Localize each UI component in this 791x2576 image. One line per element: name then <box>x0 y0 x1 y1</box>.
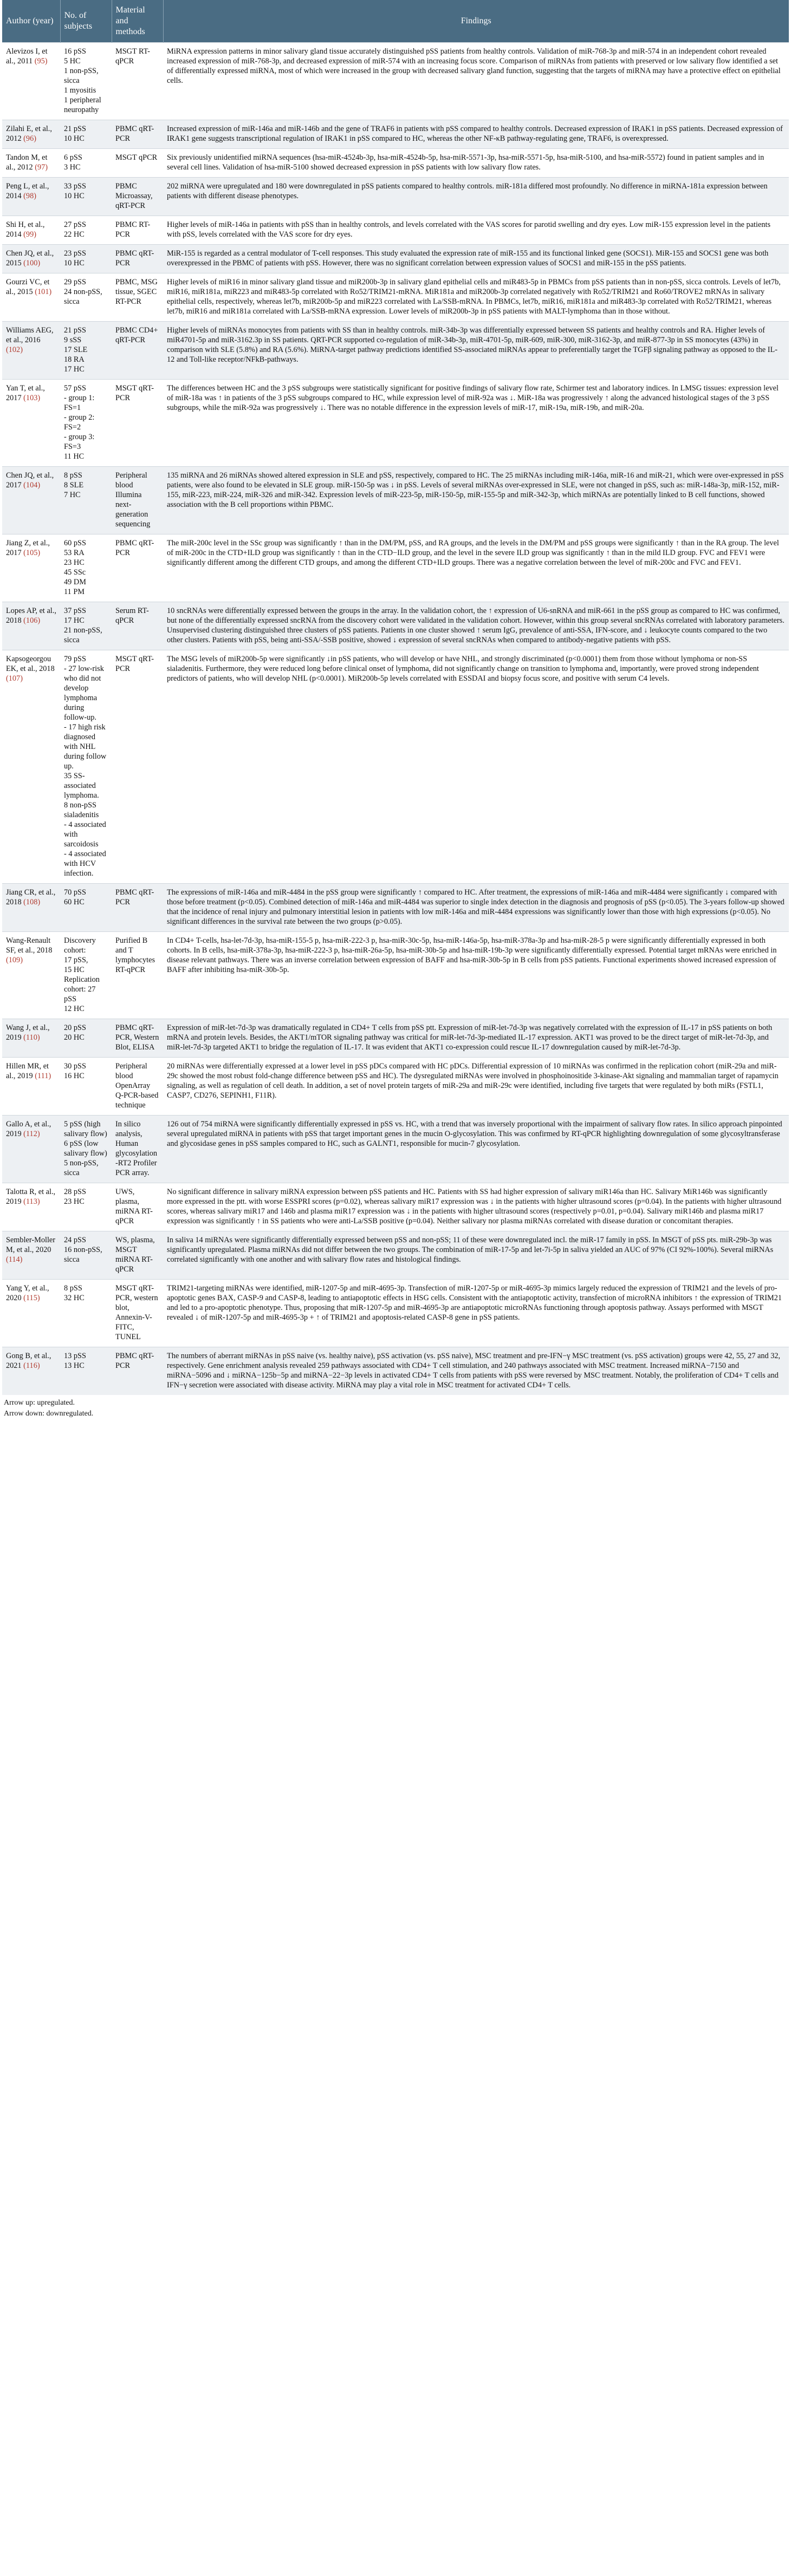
cell-findings: Expression of miR-let-7d-3p was dramatically regulated in CD4+ T cells from pSS ptt. Expression of miR-let-7d-3p was negatively correlated with the expression of IL-17 in pSS patients on both mRNA and protein levels. Besides, the AKT1/mTOR signaling pathway was critical for miR-let-7d-3p-mediated IL-17 expression. AKT1 was proved to be the direct target of miR-let-7d-3p, and miR-let-7d-3p targeted AKT1 to bridge the regulation of IL-17. It was evident that AKT1 co-expression could rescue IL-17 downregulation caused by miR-let-7d-3p. <box>163 1019 789 1058</box>
subject-group: 5 HC <box>64 57 81 66</box>
subject-group: 16 pSS <box>64 47 86 56</box>
table-row <box>2 216 789 245</box>
subject-group: 15 HC <box>64 966 85 974</box>
cell-author <box>2 149 60 178</box>
subject-group: 53 RA <box>64 549 85 557</box>
cell-methods: Purified B and T lymphocytes RT-qPCR <box>112 932 163 1019</box>
table-row <box>2 245 789 273</box>
cell-findings: MiR-155 is regarded as a central modulator of T-cell responses. This study evaluated the expression rate of miR-155 and its functional linked gene (SOCS1). MiR-155 and SOCS1 gene was both overexpressed in the PBMC of patients with pSS. However, there was no significant correlation between expression values of SOCS1 and miR-155 in the pSS patients. <box>163 245 789 273</box>
reference-link[interactable]: (108) <box>23 898 41 907</box>
subject-group: 8 pSS <box>64 471 82 480</box>
author-name: Wang J, et al., 2019 <box>6 1023 50 1042</box>
subject-group: - group 2: FS=2 <box>64 413 95 432</box>
cell-subjects <box>60 43 112 120</box>
author-name: Gallo A, et al., 2019 <box>6 1120 51 1138</box>
cell-author <box>2 43 60 120</box>
cell-findings: 10 sncRNAs were differentially expressed between the groups in the array. In the validation cohort, the ↑ expression of U6-snRNA and miR-661 in the pSS group as compared to HC was confirmed, but none of the differentially expressed sncRNA from the discovery cohort were validated in the validation cohort. However, within this group several sncRNAs correlated with laboratory parameters. Unsupervised clustering distinguished three clusters of pSS patients. Patients in one cluster showed ↑ serum IgG, prevalence of anti-SSA, IFN-score, and ↓ leukocyte counts compared to the two other clusters. Patients with pSS, being anti-SSA/-SSB positive, showed ↓ expression of several sncRNAs when compared to antibody-negative patients with pSS. <box>163 602 789 650</box>
subject-group: 60 pSS <box>64 539 86 547</box>
author-name: Gourzi VC, et al., 2015 <box>6 278 50 296</box>
reference-link[interactable]: (110) <box>23 1033 40 1042</box>
subject-group: 5 pSS (high salivary flow) <box>64 1120 107 1138</box>
cell-methods: MSGT RT-qPCR <box>112 43 163 120</box>
subject-group: 3 HC <box>64 163 81 172</box>
cell-subjects <box>60 1347 112 1395</box>
cell-methods: PBMC qRT-PCR <box>112 245 163 273</box>
reference-link[interactable]: (116) <box>23 1361 40 1370</box>
cell-findings: In saliva 14 miRNAs were significantly differentially expressed between pSS and non-pSS; 11 of these were downregulated incl. the miR-17 family in pSS. In MSGT of pSS pts. miR-29b-3p was significantly upregulated. Plasma miRNAs did not differ between the two groups. The combination of miR-17-5p and let-7i-5p in saliva yielded an AUC of 97% (CI 92%-100%). Several miRNAs correlated significantly with one another and with salivary flow rates and histological findings. <box>163 1231 789 1280</box>
cell-methods: MSGT qRT-PCR <box>112 380 163 467</box>
cell-findings: Six previously unidentified miRNA sequences (hsa-miR-4524b-3p, hsa-miR-4524b-5p, hsa-miR-5571-3p, hsa-miR-5571-5p, hsa-miR-5100, and hsa-miR-5572) found in patient samples and in several cell lines. Validation of hsa-miR-5100 showed decreased expression in pSS patients with low salivary flow rates. <box>163 149 789 178</box>
reference-link[interactable]: (104) <box>23 481 41 490</box>
subject-group: 30 pSS <box>64 1062 86 1071</box>
cell-author <box>2 380 60 467</box>
cell-author <box>2 884 60 932</box>
table-row <box>2 1231 789 1280</box>
cell-subjects <box>60 1019 112 1058</box>
cell-findings: Increased expression of miR-146a and miR-146b and the gene of TRAF6 in patients with pSS compared to healthy controls. Decreased expression of IRAK1 in pSS patients. Decreased expression of IRAK1 gene suggests transcriptional regulation of IRAK1 in pSS compared to HC, whereas the other NF-κB pathway-regulating gene, TRAF6, is overexpressed. <box>163 120 789 149</box>
header-findings: Findings <box>163 0 789 43</box>
reference-link[interactable]: (96) <box>23 134 36 143</box>
cell-subjects <box>60 1183 112 1231</box>
reference-link[interactable]: (112) <box>23 1130 40 1138</box>
subject-group: 57 pSS <box>64 384 86 393</box>
cell-methods: MSGT qRT-PCR <box>112 650 163 884</box>
subject-group: 1 non-pSS, sicca <box>64 67 99 85</box>
table-row <box>2 1058 789 1116</box>
table-row <box>2 1347 789 1395</box>
author-name: Gong B, et al., 2021 <box>6 1352 51 1370</box>
subject-group: 8 non-pSS sialadenitis <box>64 801 99 819</box>
author-name: Hillen MR, et al., 2019 <box>6 1062 49 1080</box>
reference-link[interactable]: (109) <box>6 956 23 964</box>
cell-subjects <box>60 178 112 216</box>
cell-methods: Serum RT-qPCR <box>112 602 163 650</box>
cell-methods: PBMC RT-PCR <box>112 216 163 245</box>
cell-methods: MSGT qPCR <box>112 149 163 178</box>
mirna-studies-table <box>2 0 789 1395</box>
reference-link[interactable]: (98) <box>23 192 36 200</box>
cell-subjects <box>60 216 112 245</box>
cell-findings: 202 miRNA were upregulated and 180 were downregulated in pSS patients compared to healthy controls. miR-181a differed most profoundly. No difference in miRNA-181a expression between patients with different disease phenotypes. <box>163 178 789 216</box>
subject-group: 12 HC <box>64 1005 85 1013</box>
subject-group: 1 peripheral neuropathy <box>64 96 101 114</box>
subject-group: 24 non-pSS, sicca <box>64 288 102 306</box>
subject-group: 20 pSS <box>64 1023 86 1032</box>
cell-subjects <box>60 149 112 178</box>
author-name: Tandon M, et al., 2012 <box>6 153 48 172</box>
reference-link[interactable]: (103) <box>23 394 41 402</box>
cell-findings: Higher levels of miR16 in minor salivary gland tissue and miR200b-3p in salivary gland epithelial cells and miR483-5p in PBMCs from pSS patients than in non-pSS, sicca controls. Levels of let7b, miR16, miR181a, miR223 and miR483-5p correlated with Ro52/TRIM21-mRNA. MiR181a and miR200b-3p correlated negatively with Ro52/TRIM21 and Ro60/TROVE2 mRNAs in salivary epithelial cells, respectively, whereas let7b, miR200b-5p and miR223 correlated with La/SSB-mRNA. In PBMCs, let7b, miR16, miR181a and miR483-3p correlated with Ro52/TRIM21, whereas let7b, miR16 and miR181a correlated with La/SSB-mRNA expression. Lower levels of miR200b-3p in pSS patients with MALT-lymphoma than in those without. <box>163 273 789 322</box>
cell-methods: PBMC Microassay, qRT-PCR <box>112 178 163 216</box>
cell-methods: Peripheral blood Illumina next-generation sequencing <box>112 467 163 534</box>
cell-subjects <box>60 1231 112 1280</box>
subject-group: 17 SLE <box>64 345 88 354</box>
cell-methods: PBMC qRT-PCR <box>112 534 163 602</box>
author-name: Williams AEG, et al., 2016 <box>6 326 54 344</box>
reference-link[interactable]: (101) <box>35 288 52 296</box>
subject-group: 79 pSS <box>64 655 86 663</box>
table-row <box>2 178 789 216</box>
author-name: Yang Y, et al., 2020 <box>6 1284 49 1302</box>
subject-group: 21 pSS <box>64 125 86 133</box>
author-name: Peng L, et al., 2014 <box>6 182 49 200</box>
cell-findings: The differences between HC and the 3 pSS subgroups were statistically significant for positive findings of salivary flow rate, Schirmer test and laboratory indices. In LMSG tissues: expression level of miR-18a was ↑ in patients of the 3 pSS subgroups compared to HC, while expression level of miR-92a was ↓. MiR-18a was progressively ↑ along the advanced histological stages of the 3 pSS subgroups, while the miR-92a was progressively ↓. There was no notable difference in the expression levels of miR-17, miR-19a, miR-19b, and miR-20a. <box>163 380 789 467</box>
cell-subjects <box>60 884 112 932</box>
cell-subjects <box>60 534 112 602</box>
subject-group: 6 pSS (low salivary flow) <box>64 1139 107 1158</box>
header-subjects: No. of subjects <box>60 0 112 43</box>
cell-findings: No significant difference in salivary miRNA expression between pSS patients and HC. Patients with SS had higher expression of salivary miR146a than HC. Salivary MiR146b was significantly more expressed in the ptt. with worse ESSPRI scores (p=0.02), whereas salivary miR17 expression was ↓ in the patients with higher ultrasound scores (p=0.04). In the patients with higher ultrasound scores, whereas salivary miR17 and 146b and plasma miR17 expression was ↓ in the patients with higher ultrasound scores (respectively p=0.01, p=0.04). Salivary miR146b and plasma miR17 expression was significantly ↑ in SS patients who were anti-La/SSB positive (p=0.04). Neither salivary nor plasma miRNAs correlated with disease duration or concomitant therapies. <box>163 1183 789 1231</box>
subject-group: 10 HC <box>64 259 85 268</box>
subject-group: 18 RA <box>64 355 85 364</box>
cell-methods: WS, plasma, MSGT miRNA RT-qPCR <box>112 1231 163 1280</box>
author-name: Alevizos I, et al., 2011 <box>6 47 48 66</box>
subject-group: 23 HC <box>64 1197 85 1206</box>
subject-group: 23 HC <box>64 558 85 567</box>
author-name: Chen JQ, et al., 2015 <box>6 249 54 268</box>
table-row <box>2 322 789 380</box>
cell-findings: In CD4+ T-cells, hsa-let-7d-3p, hsa-miR-155-5 p, hsa-miR-222-3 p, hsa-miR-30c-5p, hsa-miR-146a-5p, hsa-miR-378a-3p and hsa-miR-28-5 p were significantly differentially expressed in both cohorts. In B cells, hsa-miR-378a-3p, hsa-miR-222-3 p, hsa-miR-26a-5p, hsa-miR-30b-5p and hsa-miR-19b-3p were significantly differentially expressed. Potential target mRNAs were enriched in disease relevant pathways. There was an inverse correlation between expression of BAFF and hsa-miR-30b-5p in B cells from pSS patients. Functional experiments showed increased expression of BAFF after inhibiting hsa-miR-30b-5p. <box>163 932 789 1019</box>
header-methods: Material and methods <box>112 0 163 43</box>
cell-findings: 20 miRNAs were differentially expressed at a lower level in pSS pDCs compared with HC pDCs. Differential expression of 10 miRNAs was confirmed in the replication cohort (miR-29a and miR-29c showed the most robust fold-change difference between pSS and HC). The dysregulated miRNAs were involved in phosphoinositide 3-kinase-Akt signaling and mammalian target of rapamycin signaling, as well as regulation of cell death. In addition, a set of novel protein targets of miR-29a and miR-29c were identified, including five targets that were regulated by both miRs (FSTL1, CASP7, CD276, SEPINH1, F11R). <box>163 1058 789 1116</box>
table-body <box>2 43 789 1395</box>
table-row <box>2 1280 789 1347</box>
subject-group: 13 pSS <box>64 1352 86 1360</box>
table-row <box>2 1183 789 1231</box>
reference-link[interactable]: (107) <box>6 674 23 683</box>
cell-methods: PBMC, MSG tissue, SGEC RT-PCR <box>112 273 163 322</box>
cell-findings: The expressions of miR-146a and miR-4484 in the pSS group were significantly ↑ compared to HC. After treatment, the expressions of miR-146a and miR-4484 were significantly ↓ compared with those before treatment (p<0.05). Combined detection of miR-146a and miR-4484 was superior to single index detection in the diagnosis and prognosis of pSS (p<0.05). The 3-years follow-up showed that the incidence of renal injury and pulmonary interstitial lesion in patients with low miR-146a and miR-4484 expressions was significantly lower than those with high expressions (p<0.05). No significant differences in the survival rate between the two groups (p>0.05). <box>163 884 789 932</box>
subject-group: 27 pSS <box>64 220 86 229</box>
cell-methods: PBMC qRT-PCR <box>112 120 163 149</box>
subject-group: 37 pSS <box>64 606 86 615</box>
subject-group: 11 HC <box>64 452 85 461</box>
cell-methods: PBMC CD4+ qRT-PCR <box>112 322 163 380</box>
cell-findings: 135 miRNA and 26 miRNAs showed altered expression in SLE and pSS, respectively, compared to HC. The 25 miRNAs including miR-146a, miR-16 and miR-21, which were over-expressed in pSS patients, were also found to be elevated in SLE group. miR-150-5p was ↓ in pSS. Levels of several miRNAs over-expressed in SLE, were not changed in pSS, such as: miR-148a-3p, miR-152, miR-155, miR-223, miR-224, miR-326 and miR-342. Expression levels of miR-223-5p, miR-150-5p, miR-155-5p and miR-342-3p, which miRNAs are potentially linked to B cell functions, showed association with the B cell proportions within PBMC. <box>163 467 789 534</box>
subject-group: 28 pSS <box>64 1188 86 1196</box>
subject-group: 17 HC <box>64 616 85 625</box>
cell-author <box>2 1019 60 1058</box>
subject-group: Replication cohort: 27 pSS <box>64 975 100 1003</box>
cell-author <box>2 1183 60 1231</box>
subject-group: - 4 associated with sarcoidosis <box>64 820 106 849</box>
reference-link[interactable]: (111) <box>35 1072 51 1080</box>
subject-group: 22 HC <box>64 230 85 239</box>
reference-link[interactable]: (115) <box>23 1294 40 1302</box>
subject-group: 70 pSS <box>64 888 86 897</box>
cell-findings: The miR-200c level in the SSc group was significantly ↑ than in the DM/PM, pSS, and RA groups, and the levels in the DM/PM and pSS groups were significantly ↑ than in the RA group. The level of miR-200c in the CTD+ILD group was significantly ↑ than in the CTD−ILD group, and the level in the severe ILD group was significantly ↑ than in the mild ILD group. FVC and FEV1 were significantly different among the different CTD groups, and among the different CTD+ILD groups. There was a negative correlation between the level of miR-200c and FVC and FEV1. <box>163 534 789 602</box>
cell-author <box>2 602 60 650</box>
cell-subjects <box>60 932 112 1019</box>
table-row <box>2 467 789 534</box>
table-row <box>2 43 789 120</box>
author-name: Chen JQ, et al., 2017 <box>6 471 54 490</box>
subject-group: 10 HC <box>64 192 85 200</box>
cell-subjects <box>60 380 112 467</box>
cell-subjects <box>60 602 112 650</box>
subject-group: - group 3: FS=3 <box>64 433 95 451</box>
cell-author <box>2 120 60 149</box>
header-row <box>2 0 789 43</box>
subject-group: 16 HC <box>64 1072 85 1080</box>
subject-group: 13 HC <box>64 1361 85 1370</box>
reference-link[interactable]: (113) <box>23 1197 40 1206</box>
table-row <box>2 884 789 932</box>
cell-findings: Higher levels of miR-146a in patients with pSS than in healthy controls, and levels correlated with the VAS scores for parotid swelling and dry eyes. Low miR-155 expression level in the patients with pSS, levels correlated with the VAS score for dry eyes. <box>163 216 789 245</box>
subject-group: - 17 high risk diagnosed with NHL during follow up. <box>64 723 107 771</box>
cell-subjects <box>60 1280 112 1347</box>
subject-group: 5 non-pSS, sicca <box>64 1159 99 1177</box>
author-name: Sembler-Moller M, et al., 2020 <box>6 1236 56 1254</box>
cell-author <box>2 1231 60 1280</box>
subject-group: 21 non-pSS, sicca <box>64 626 102 644</box>
cell-methods: PBMC qRT-PCR <box>112 884 163 932</box>
cell-author <box>2 1280 60 1347</box>
author-name: Kapsogeorgou EK, et al., 2018 <box>6 655 55 673</box>
table-row <box>2 273 789 322</box>
header-author: Author (year) <box>2 0 60 43</box>
subject-group: 6 pSS <box>64 153 82 162</box>
subject-group: 45 SSc <box>64 568 86 577</box>
cell-subjects <box>60 650 112 884</box>
table-footnotes <box>2 1395 789 1423</box>
cell-findings: The numbers of aberrant miRNAs in pSS naive (vs. healthy naive), pSS activation (vs. pSS naive), MSC treatment and pre-IFN−γ MSC treatment (vs. pSS activation) groups were 42, 55, 27 and 32, respectively. Gene enrichment analysis revealed 259 pathways associated with CD4+ T cell stimulation, and 240 pathways associated with MSC treatment. Increased miRNA−7150 and miRNA−5096 and ↓ miRNA−125b−5p and miRNA−22−3p levels in activated CD4+ T cells from patients with pSS were reversed by MSC treatment. Notably, the proliferation of CD4+ T cells and IFN−γ secretion were associated with disease activity. MiRNA may play a vital role in MSC treatment for activated CD4+ T cells. <box>163 1347 789 1395</box>
subject-group: - group 1: FS=1 <box>64 394 95 412</box>
subject-group: 60 HC <box>64 898 85 907</box>
subject-group: 35 SS-associated lymphoma. <box>64 772 99 800</box>
cell-author <box>2 245 60 273</box>
cell-findings: TRIM21-targeting miRNAs were identified, miR-1207-5p and miR-4695-3p. Transfection of miR-1207-5p or miR-4695-3p mimics largely reduced the expression of TRIM21 and the levels of pro-apoptotic genes BAX, CASP-9 and CASP-8, leading to antiapoptotic effects in HSG cells. Consistent with the antiapoptotic activity, transfection of microRNA inhibitors ↑ the expression of TRIM21 and led to a pro-apoptotic phenotype. Thus, proposing that miR-1207-5p and miR-4695-3p are antiapoptotic microRNAs functioning through apoptosis pathway. Assays performed with MSGT revealed ↓ of miR-1207-5p and miR-4695-3p + ↑ of TRIM21 and apoptosis-related CASP-8 gene in pSS patients. <box>163 1280 789 1347</box>
author-name: Talotta R, et al., 2019 <box>6 1188 56 1206</box>
author-name: Lopes AP, et al., 2018 <box>6 606 56 625</box>
cell-subjects <box>60 120 112 149</box>
cell-author <box>2 534 60 602</box>
cell-author <box>2 1347 60 1395</box>
reference-link[interactable]: (97) <box>35 163 48 172</box>
cell-author <box>2 322 60 380</box>
subject-group: 33 pSS <box>64 182 86 191</box>
cell-subjects <box>60 1058 112 1116</box>
cell-author <box>2 1058 60 1116</box>
subject-group: 7 HC <box>64 491 81 499</box>
cell-findings: The MSG levels of miR200b-5p were significantly ↓in pSS patients, who will develop or have NHL, and strongly discriminated (p<0.0001) them from those without lymphoma or non-SS sialadenitis. Furthermore, they were reduced long before clinical onset of lymphoma, did not significantly change on transition to lymphoma and, importantly, were proved strong independent predictors of patients, who will develop NHL (p<0.0001). MiR200b-5p levels correlated with ESSDAI and biopsy focus score, and positive with serum C4 levels. <box>163 650 789 884</box>
table-row <box>2 1019 789 1058</box>
reference-link[interactable]: (114) <box>6 1255 23 1264</box>
table-row <box>2 380 789 467</box>
subject-group: 9 sSS <box>64 336 82 344</box>
author-name: Yan T, et al., 2017 <box>6 384 45 402</box>
cell-author <box>2 467 60 534</box>
cell-findings: Higher levels of miRNAs monocytes from patients with SS than in healthy controls. miR-34b-3p was differentially expressed between SS patients and healthy controls and RA. Higher levels of miR4701-5p and miR-3162.3p in SS patients. QRT-PCR supported co-regulation of miR-34b-3p, miR-4701-5p, miR-609, miR-300, miR-3162-3p, and miR-877-3p in SS monocytes (43%) in comparison with SLE (5.8%) and RA (5.6%). MiRNA-target pathway predictions identified SS-associated miRNAs appear to preferentially target the TGFβ signaling pathway as opposed to the IL-12 and Toll-like receptor/NFkB-pathways. <box>163 322 789 380</box>
cell-findings: 126 out of 754 miRNA were significantly differentially expressed in pSS vs. HC, with a trend that was inversely proportional with the impairment of salivary flow rates. In silico approach pinpointed several upregulated miRNA in patients with pSS that target important genes in the mucin O-glycosylation. This was confirmed by RT-qPCR highlighting downregulation of some glycosyltransferase and glycosidase genes in pSS samples compared to HC, such as GALNT1, responsible for mucin-7 glycosylation. <box>163 1116 789 1183</box>
subject-group: 32 HC <box>64 1294 85 1302</box>
subject-group: 23 pSS <box>64 249 86 258</box>
subject-group: 11 PM <box>64 588 85 596</box>
subject-group: 8 pSS <box>64 1284 82 1293</box>
subject-group: 17 HC <box>64 365 85 374</box>
subject-group: - 27 low-risk who did not develop lymphoma during follow-up. <box>64 664 104 722</box>
reference-link[interactable]: (106) <box>23 616 41 625</box>
subject-group: - 4 associated with HCV infection. <box>64 850 106 878</box>
author-name: Wang-Renault SF, et al., 2018 <box>6 936 53 955</box>
table-row <box>2 1116 789 1183</box>
subject-group: 8 SLE <box>64 481 84 490</box>
subject-group: 21 pSS <box>64 326 86 335</box>
subject-group: 1 myositis <box>64 86 96 95</box>
subject-group: 17 pSS, <box>64 956 88 964</box>
cell-subjects <box>60 467 112 534</box>
cell-methods: In silico analysis, Human glycosylation-RT2 Profiler PCR array. <box>112 1116 163 1183</box>
footnote-arrow-up: Arrow up: upregulated. <box>4 1399 75 1407</box>
cell-subjects <box>60 322 112 380</box>
table-row <box>2 534 789 602</box>
subject-group: 49 DM <box>64 578 86 586</box>
table-header <box>2 0 789 43</box>
subject-group: 24 pSS <box>64 1236 86 1244</box>
author-name: Jiang CR, et al., 2018 <box>6 888 56 907</box>
cell-methods: MSGT qRT-PCR, western blot, Annexin-V-FITC, TUNEL <box>112 1280 163 1347</box>
cell-subjects <box>60 273 112 322</box>
cell-author <box>2 216 60 245</box>
subject-group: 16 non-pSS, sicca <box>64 1245 102 1264</box>
reference-link[interactable]: (105) <box>23 549 41 557</box>
subject-group: 29 pSS <box>64 278 86 286</box>
cell-subjects <box>60 1116 112 1183</box>
table-container <box>2 0 789 1423</box>
reference-link[interactable]: (99) <box>23 230 36 239</box>
cell-methods: UWS, plasma, miRNA RT-qPCR <box>112 1183 163 1231</box>
author-name: Zilahi E, et al., 2012 <box>6 125 52 143</box>
cell-author <box>2 273 60 322</box>
cell-methods: PBMC qRT-PCR <box>112 1347 163 1395</box>
author-name: Jiang Z, et al., 2017 <box>6 539 50 557</box>
cell-author <box>2 932 60 1019</box>
table-row <box>2 149 789 178</box>
cell-subjects <box>60 245 112 273</box>
subject-group: 10 HC <box>64 134 85 143</box>
footnote-arrow-down: Arrow down: downregulated. <box>4 1410 94 1418</box>
cell-author <box>2 1116 60 1183</box>
table-row <box>2 932 789 1019</box>
table-row <box>2 602 789 650</box>
cell-author <box>2 178 60 216</box>
cell-methods: PBMC qRT-PCR, Western Blot, ELISA <box>112 1019 163 1058</box>
table-row <box>2 120 789 149</box>
table-row <box>2 650 789 884</box>
subject-group: Discovery cohort: <box>64 936 96 955</box>
author-name: Shi H, et al., 2014 <box>6 220 45 239</box>
cell-methods: Peripheral blood OpenArray Q-PCR-based technique <box>112 1058 163 1116</box>
cell-author <box>2 650 60 884</box>
reference-link[interactable]: (102) <box>6 345 23 354</box>
reference-link[interactable]: (100) <box>23 259 41 268</box>
cell-findings: MiRNA expression patterns in minor salivary gland tissue accurately distinguished pSS patients from healthy controls. Validation of miR-768-3p and miR-574 in an independent cohort revealed increased expression of miR-768-3p, and decreased expression of miR-574 with an increasing focus score. Comparison of miRNAs from patients with preserved or low salivary flow identified a set of differentially expressed miRNA, most of which were increased in the group with decreased salivary gland function, suggesting that the targets of miRNA may have a protective effect on epithelial cells. <box>163 43 789 120</box>
reference-link[interactable]: (95) <box>34 57 48 66</box>
subject-group: 20 HC <box>64 1033 85 1042</box>
